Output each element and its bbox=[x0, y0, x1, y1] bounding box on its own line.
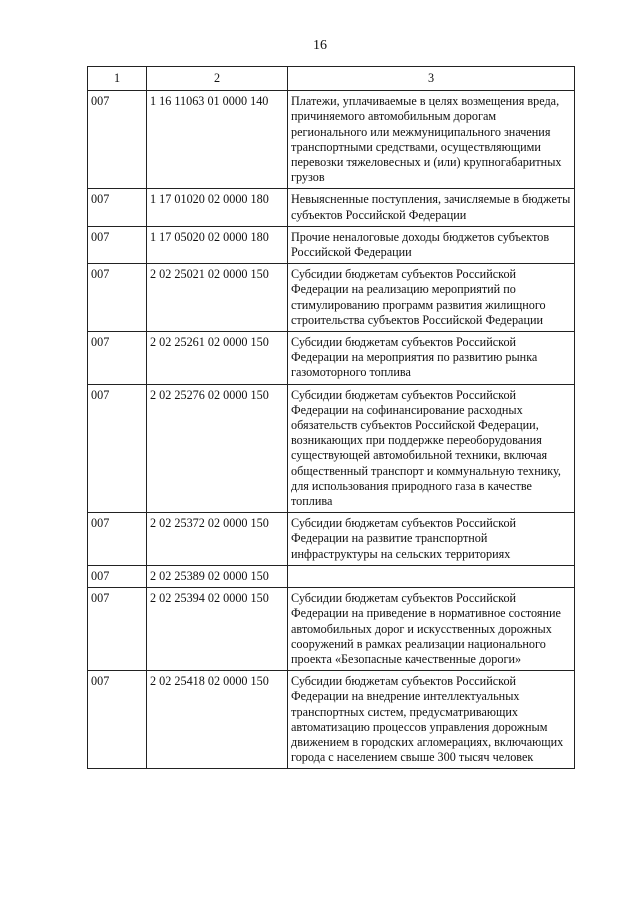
description-cell: Субсидии бюджетам субъектов Российской Федерации на софинансирование расходных обязательств субъектов Российской Федерации, возникающих при поддержке переоборудования существующей автомобильной техники, включая общественный транспорт и коммунальную технику, для использования природного газа в качестве топлива bbox=[288, 384, 575, 513]
table-row bbox=[88, 226, 575, 263]
description-cell: Субсидии бюджетам субъектов Российской Федерации на мероприятия по развитию рынка газомоторного топлива bbox=[288, 332, 575, 385]
admin-code-cell: 007 bbox=[88, 189, 147, 226]
admin-code-cell: 007 bbox=[88, 588, 147, 671]
revenue-code-cell: 2 02 25261 02 0000 150 bbox=[147, 332, 288, 385]
description-cell bbox=[288, 565, 575, 587]
revenue-code-cell: 1 17 05020 02 0000 180 bbox=[147, 226, 288, 263]
description-cell: Субсидии бюджетам субъектов Российской Федерации на внедрение интеллектуальных транспортных систем, предусматривающих автоматизацию процессов управления дорожным движением в городских агломерациях, включающих города с населением свыше 300 тысяч человек bbox=[288, 671, 575, 769]
admin-code-cell: 007 bbox=[88, 565, 147, 587]
table-row bbox=[88, 189, 575, 226]
revenue-code-cell: 2 02 25372 02 0000 150 bbox=[147, 513, 288, 566]
page-number: 16 bbox=[313, 38, 327, 53]
admin-code-cell: 007 bbox=[88, 264, 147, 332]
admin-code-cell: 007 bbox=[88, 513, 147, 566]
table-row bbox=[88, 264, 575, 332]
admin-code-cell: 007 bbox=[88, 384, 147, 513]
description-cell: Субсидии бюджетам субъектов Российской Федерации на реализацию мероприятий по стимулированию программ развития жилищного строительства субъектов Российской Федерации bbox=[288, 264, 575, 332]
header-col-2: 2 bbox=[147, 67, 288, 91]
header-col-3: 3 bbox=[288, 67, 575, 91]
admin-code-cell: 007 bbox=[88, 332, 147, 385]
description-cell: Субсидии бюджетам субъектов Российской Федерации на развитие транспортной инфраструктуры на сельских территориях bbox=[288, 513, 575, 566]
description-cell: Платежи, уплачиваемые в целях возмещения вреда, причиняемого автомобильным дорогам регионального или межмуниципального значения транспортными средствами, осуществляющими перевозки тяжеловесных и (или) крупногабаритных грузов bbox=[288, 91, 575, 189]
table-row bbox=[88, 671, 575, 769]
revenue-code-cell: 2 02 25389 02 0000 150 bbox=[147, 565, 288, 587]
description-cell: Субсидии бюджетам субъектов Российской Федерации на приведение в нормативное состояние автомобильных дорог и искусственных дорожных сооружений в рамках реализации национального проекта «Безопасные качественные дороги» bbox=[288, 588, 575, 671]
table-row bbox=[88, 513, 575, 566]
header-col-1: 1 bbox=[88, 67, 147, 91]
admin-code-cell: 007 bbox=[88, 671, 147, 769]
description-cell: Прочие неналоговые доходы бюджетов субъектов Российской Федерации bbox=[288, 226, 575, 263]
revenue-code-cell: 2 02 25418 02 0000 150 bbox=[147, 671, 288, 769]
revenue-code-cell: 2 02 25394 02 0000 150 bbox=[147, 588, 288, 671]
description-cell: Невыясненные поступления, зачисляемые в бюджеты субъектов Российской Федерации bbox=[288, 189, 575, 226]
budget-codes-table bbox=[87, 66, 575, 769]
table-row bbox=[88, 332, 575, 385]
revenue-code-cell: 1 16 11063 01 0000 140 bbox=[147, 91, 288, 189]
table-row bbox=[88, 565, 575, 587]
table-row bbox=[88, 91, 575, 189]
table-header-row bbox=[88, 67, 575, 91]
table-row bbox=[88, 588, 575, 671]
revenue-code-cell: 2 02 25021 02 0000 150 bbox=[147, 264, 288, 332]
revenue-code-cell: 2 02 25276 02 0000 150 bbox=[147, 384, 288, 513]
revenue-code-cell: 1 17 01020 02 0000 180 bbox=[147, 189, 288, 226]
table-row bbox=[88, 384, 575, 513]
admin-code-cell: 007 bbox=[88, 226, 147, 263]
admin-code-cell: 007 bbox=[88, 91, 147, 189]
